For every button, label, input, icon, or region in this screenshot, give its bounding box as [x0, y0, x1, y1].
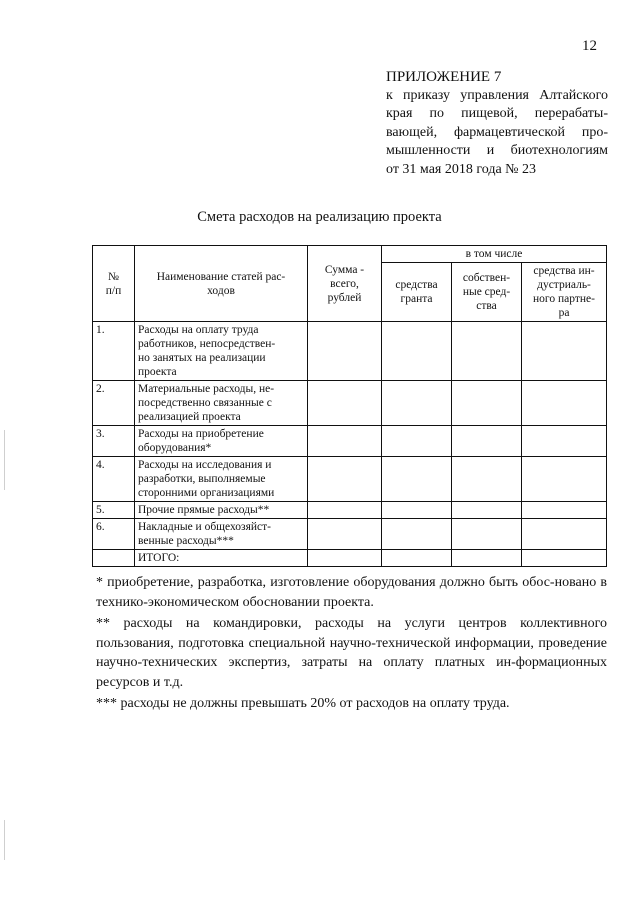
row-grant-cell [382, 381, 452, 426]
appendix-title: ПРИЛОЖЕНИЕ 7 [386, 69, 502, 85]
row-grant-cell [382, 519, 452, 550]
header-total: Сумма - всего, рублей [308, 246, 382, 322]
header-partner-funds: средства ин- дустриаль- ного партне- ра [522, 263, 607, 322]
row-partner-cell [522, 457, 607, 502]
header-item-name: Наименование статей рас- ходов [135, 246, 308, 322]
row-item-name: Расходы на оплату труда работников, непосредствен- но занятых на реализации проекта [135, 322, 308, 381]
row-grant-cell [382, 426, 452, 457]
header-number: № п/п [93, 246, 135, 322]
row-total-cell [308, 322, 382, 381]
row-number: 4. [93, 457, 135, 502]
table-header-row [93, 246, 607, 263]
table-row [93, 381, 607, 426]
row-own-cell [452, 519, 522, 550]
row-partner-cell [522, 381, 607, 426]
row-partner-cell [522, 502, 607, 519]
total-label: ИТОГО: [135, 550, 308, 567]
table-row [93, 457, 607, 502]
row-partner-cell [522, 426, 607, 457]
row-grant-cell [382, 502, 452, 519]
row-total-cell [308, 502, 382, 519]
table-row [93, 502, 607, 519]
appendix-line: вающей, фармацевтической про- [386, 124, 608, 140]
document-title: Смета расходов на реализацию проекта [197, 209, 442, 225]
total-partner-cell [522, 550, 607, 567]
table-row [93, 426, 607, 457]
row-total-cell [308, 381, 382, 426]
total-sum-cell [308, 550, 382, 567]
appendix-block [386, 68, 608, 179]
header-own-funds: собствен- ные сред- ства [452, 263, 522, 322]
row-number: 3. [93, 426, 135, 457]
header-grant: средства гранта [382, 263, 452, 322]
row-total-cell [308, 457, 382, 502]
row-item-name: Расходы на исследования и разработки, выполняемые сторонними организациями [135, 457, 308, 502]
row-own-cell [452, 502, 522, 519]
appendix-line: к приказу управления Алтайского [386, 87, 608, 103]
page-number: 12 [582, 38, 597, 54]
total-number-cell [93, 550, 135, 567]
row-item-name: Материальные расходы, не- посредственно связанные с реализацией проекта [135, 381, 308, 426]
header-including: в том числе [382, 246, 607, 263]
row-own-cell [452, 426, 522, 457]
row-item-name: Накладные и общехозяйст- венные расходы*** [135, 519, 308, 550]
row-item-name: Прочие прямые расходы** [135, 502, 308, 519]
budget-table [92, 245, 607, 567]
row-partner-cell [522, 322, 607, 381]
appendix-line: края по пищевой, перерабаты- [386, 106, 608, 121]
appendix-line: от 31 мая 2018 года № 23 [386, 161, 537, 177]
appendix-line: мышленности и биотехнологиям [386, 143, 608, 158]
row-number: 2. [93, 381, 135, 426]
footnote-other-direct: ** расходы на командировки, расходы на услуги центров коллективного пользования, подготовка специальной научно-технической информации, проведение научно-технических экспертиз, затраты на оплату платных ин-формационных ресурсов и т.д. [96, 616, 607, 690]
footnote-overhead: *** расходы не должны превышать 20% от расходов на оплату труда. [96, 696, 510, 711]
table-total-row [93, 550, 607, 567]
row-grant-cell [382, 457, 452, 502]
row-partner-cell [522, 519, 607, 550]
scan-edge-mark [4, 430, 5, 490]
row-total-cell [308, 519, 382, 550]
total-grant-cell [382, 550, 452, 567]
row-own-cell [452, 322, 522, 381]
row-number: 5. [93, 502, 135, 519]
row-own-cell [452, 381, 522, 426]
footnotes [96, 573, 607, 716]
row-number: 6. [93, 519, 135, 550]
scan-edge-mark [4, 820, 5, 860]
row-number: 1. [93, 322, 135, 381]
row-own-cell [452, 457, 522, 502]
row-item-name: Расходы на приобретение оборудования* [135, 426, 308, 457]
total-own-cell [452, 550, 522, 567]
row-total-cell [308, 426, 382, 457]
table-row [93, 519, 607, 550]
row-grant-cell [382, 322, 452, 381]
table-row [93, 322, 607, 381]
footnote-equipment: * приобретение, разработка, изготовление оборудования должно быть обос-нованo в технико-экономическом обосновании проекта. [96, 575, 607, 610]
